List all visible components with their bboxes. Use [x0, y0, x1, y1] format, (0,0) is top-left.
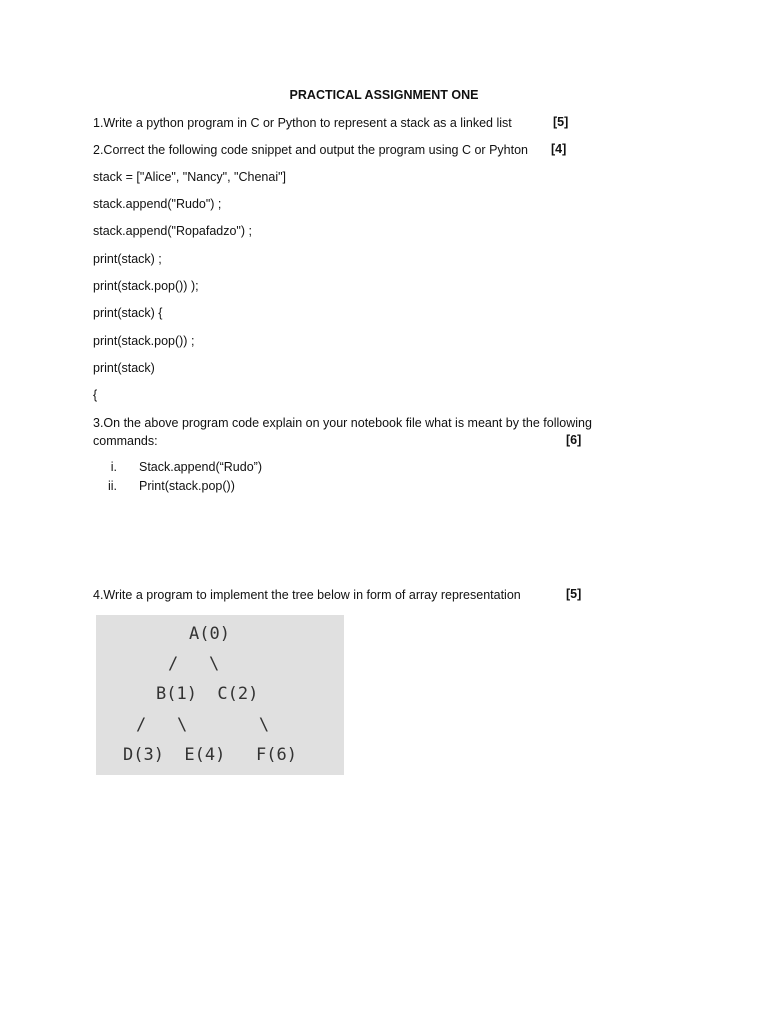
list-item-text: Stack.append(“Rudo”) — [139, 460, 262, 474]
tree-node-row: B(1) C(2) — [156, 684, 259, 704]
code-line: print(stack) — [93, 361, 155, 375]
question-4-marks: [5] — [566, 587, 582, 601]
code-line: print(stack.pop()) ); — [93, 279, 199, 293]
code-line: stack = ["Alice", "Nancy", "Chenai"] — [93, 170, 287, 184]
tree-node-row: D(3) E(4) F(6) — [123, 745, 297, 765]
code-line: print(stack) ; — [93, 252, 162, 266]
tree-diagram — [96, 615, 344, 775]
code-line: stack.append("Rudo") ; — [93, 197, 222, 211]
question-3-text: 3.On the above program code explain on your notebook file what is meant by the following — [93, 416, 592, 430]
question-1-marks: [5] — [553, 115, 569, 129]
question-2-marks: [4] — [551, 142, 567, 156]
question-3-marks: [6] — [566, 433, 582, 447]
list-item-text: Print(stack.pop()) — [139, 479, 235, 493]
page-title: PRACTICAL ASSIGNMENT ONE — [289, 88, 479, 102]
tree-node-row: A(0) — [189, 624, 230, 644]
code-line: stack.append("Ropafadzo") ; — [93, 224, 252, 238]
question-2-text: 2.Correct the following code snippet and output the program using C or Pyhton — [93, 143, 528, 157]
question-4-text: 4.Write a program to implement the tree below in form of array representation — [93, 588, 521, 602]
code-line: print(stack.pop()) ; — [93, 334, 195, 348]
code-line: { — [93, 388, 98, 402]
tree-edge-row: / \ \ — [136, 715, 270, 735]
tree-edge-row: / \ — [168, 654, 220, 674]
list-item-number: i. — [110, 460, 117, 474]
code-line: print(stack) { — [93, 306, 163, 320]
list-item-number: ii. — [107, 479, 117, 493]
question-1-text: 1.Write a python program in C or Python to represent a stack as a linked list — [93, 116, 512, 130]
question-3-text-continued: commands: — [93, 434, 158, 448]
